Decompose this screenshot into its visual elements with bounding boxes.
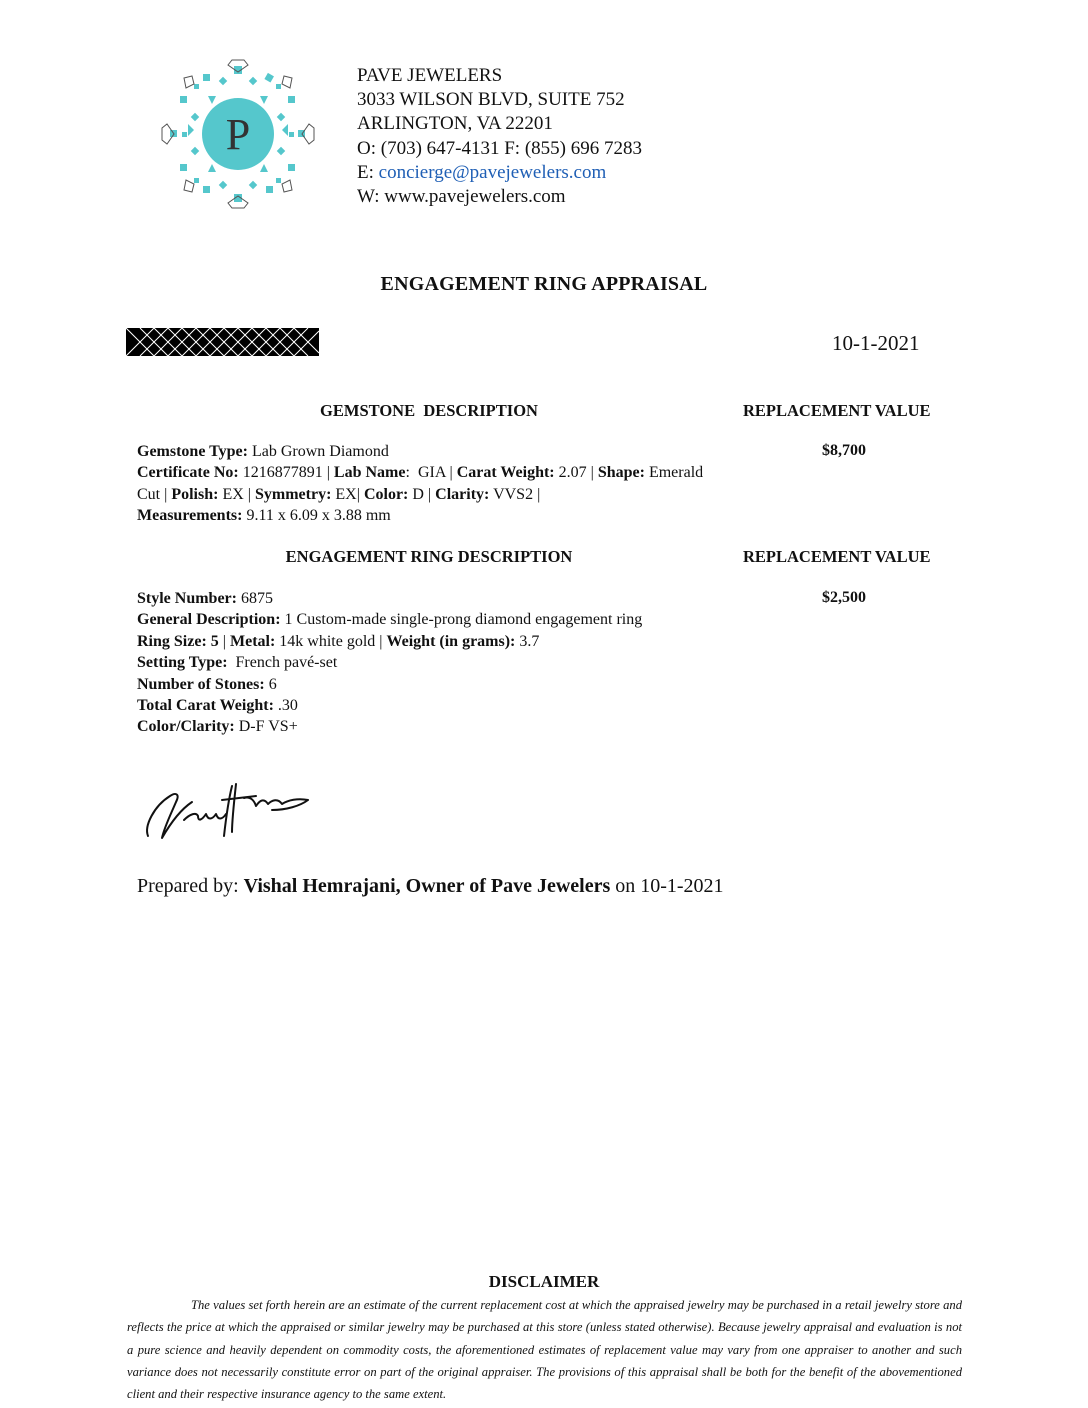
- symmetry: EX: [335, 485, 357, 503]
- color: D: [412, 485, 424, 503]
- number-of-stones-label: Number of Stones:: [137, 675, 265, 693]
- company-email-line: [357, 161, 642, 185]
- gemstone-details: Certificate No: 1216877891 | Lab Name: GIA | Carat Weight: 2.07 | Shape: Emerald Cut | Polish: EX | Symmetry: EX| Color: D | Clarity: VVS2 |: [137, 464, 704, 503]
- company-info: [357, 64, 642, 209]
- company-website: W: www.pavejewelers.com: [357, 186, 566, 208]
- carat-weight: 2.07: [558, 464, 587, 482]
- total-carat-weight-label: Total Carat Weight:: [137, 697, 274, 715]
- number-of-stones: 6: [268, 675, 277, 693]
- color-clarity-line: [137, 716, 727, 737]
- shape-label: Shape:: [597, 464, 645, 482]
- company-phone: O: (703) 647-4131 F: (855) 696 7283: [357, 137, 642, 159]
- polish: EX: [222, 485, 244, 503]
- polish-label: Polish:: [171, 485, 219, 503]
- style-number: 6875: [240, 590, 273, 607]
- prepared-by: [137, 875, 724, 898]
- color-label: Color:: [363, 485, 409, 503]
- shape: Emerald Cut: [137, 464, 704, 503]
- preparer-name: Vishal Hemrajani, Owner of Pave Jewelers: [243, 875, 611, 897]
- email-link[interactable]: concierge@pavejewelers.com: [378, 161, 607, 183]
- measurements-line: [137, 505, 727, 526]
- document-title: ENGAGEMENT RING APPRAISAL: [380, 273, 708, 295]
- certificate-label: Certificate No:: [137, 464, 239, 482]
- clarity-label: Clarity:: [435, 485, 490, 503]
- gemstone-replacement-value: $8,700: [822, 442, 866, 459]
- metal-label: Metal:: [229, 632, 276, 650]
- measurements-label: Measurements:: [137, 507, 243, 525]
- number-of-stones-line: [137, 674, 727, 695]
- weight: 3.7: [519, 632, 540, 650]
- appraisal-date: 10-1-2021: [832, 331, 920, 355]
- prepared-prefix: Prepared by:: [137, 875, 244, 897]
- total-carat-weight-line: [137, 695, 727, 716]
- general-description: 1 Custom-made single-prong diamond engagement ring: [284, 611, 643, 629]
- style-number-line: [137, 588, 727, 609]
- prepared-suffix: on 10-1-2021: [610, 875, 724, 897]
- redacted-client-name: [126, 328, 319, 356]
- general-description-label: General Description:: [137, 611, 281, 629]
- total-carat-weight: .30: [277, 697, 298, 715]
- setting-type-label: Setting Type:: [137, 654, 228, 672]
- symmetry-label: Symmetry:: [254, 485, 332, 503]
- ring-description-header: ENGAGEMENT RING DESCRIPTION: [285, 547, 573, 566]
- metal: 14k white gold: [279, 632, 376, 650]
- ring-size-line: Ring Size: 5 | Metal: 14k white gold | Weight (in grams): 3.7: [137, 632, 540, 650]
- lab-name-label: Lab Name: [333, 464, 406, 482]
- weight-label: Weight (in grams):: [386, 632, 516, 650]
- company-address-line2: ARLINGTON, VA 22201: [357, 113, 553, 135]
- ring-size-label: Ring Size: 5: [137, 632, 219, 650]
- lab-name: GIA: [417, 464, 446, 482]
- gemstone-type-line: [137, 441, 727, 462]
- gemstone-description: [137, 441, 727, 527]
- email-prefix: E:: [357, 161, 379, 183]
- pave-jewelers-logo: [158, 56, 318, 212]
- color-clarity: D-F VS+: [238, 718, 298, 736]
- general-description-line: [137, 609, 727, 630]
- gemstone-description-header: GEMSTONE DESCRIPTION: [320, 401, 538, 420]
- ring-replacement-value: $2,500: [822, 589, 866, 606]
- ring-replacement-value-header: REPLACEMENT VALUE: [743, 547, 931, 566]
- disclaimer-text: The values set forth herein are an estimate of the current replacement cost at which the appraised jewelry may be purchased in a retail jewelry store and reflects the price at which the appraised or similar jewelry may be purchased at this store (unless stated otherwise). Because jewelry appraisal and evaluation is not a pure science and heavily dependent on commodity costs, the aforementioned estimates of replacement value may vary from one appraiser to another and such variance does not necessarily constitute error on part of the original appraiser. The provisions of this appraisal shall be both for the benefit of the abovementioned client and their respective insurance agency to the same extent.: [127, 1298, 962, 1402]
- color-clarity-label: Color/Clarity:: [137, 718, 235, 736]
- logo-letter: P: [225, 110, 251, 159]
- setting-type-line: [137, 652, 727, 673]
- style-number-label: Style Number:: [137, 590, 237, 607]
- certificate-number: 1216877891: [242, 464, 323, 482]
- company-address-line1: 3033 WILSON BLVD, SUITE 752: [357, 89, 625, 111]
- clarity: VVS2: [493, 485, 534, 503]
- gemstone-replacement-value-header: REPLACEMENT VALUE: [743, 401, 931, 420]
- gemstone-type-label: Gemstone Type:: [137, 443, 248, 460]
- signature-image: [140, 776, 312, 846]
- disclaimer-header: DISCLAIMER: [488, 1272, 600, 1291]
- ring-description: [137, 588, 727, 738]
- measurements: 9.11 x 6.09 x 3.88 mm: [246, 507, 391, 525]
- gemstone-type: Lab Grown Diamond: [251, 443, 389, 460]
- setting-type: French pavé-set: [235, 654, 338, 672]
- carat-weight-label: Carat Weight:: [456, 464, 555, 482]
- company-name: PAVE JEWELERS: [357, 65, 503, 86]
